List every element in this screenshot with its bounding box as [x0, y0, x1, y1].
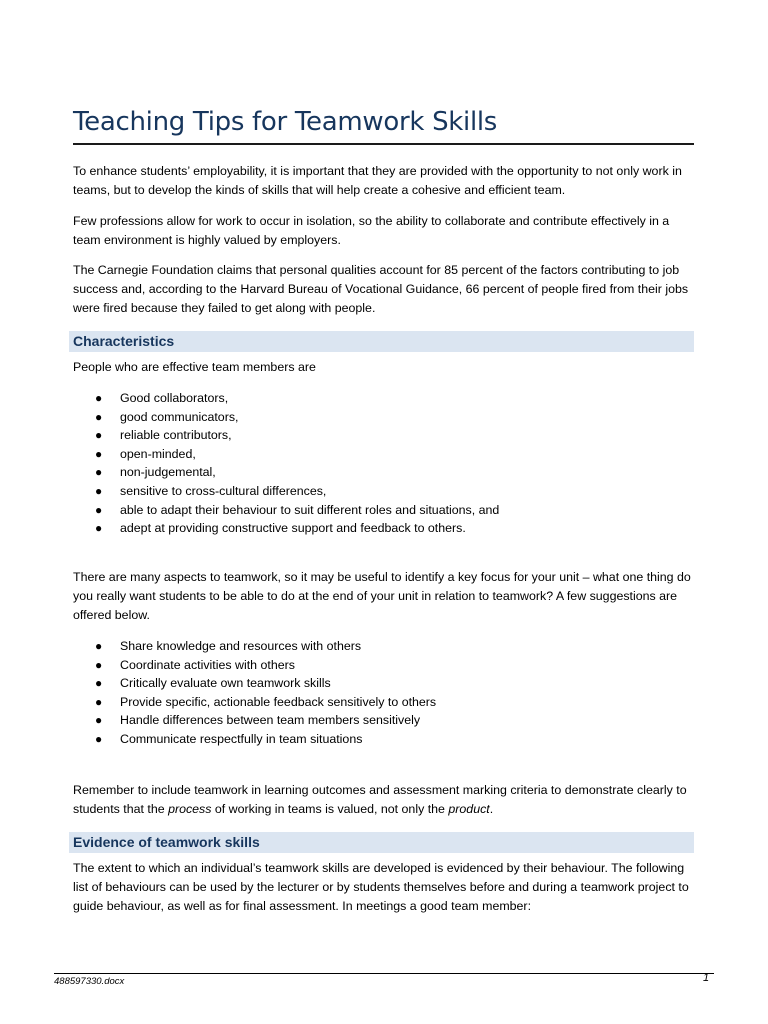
list-item-text: adept at providing constructive support and feedback to others.	[120, 521, 466, 536]
remember-emphasis-process: process	[168, 802, 212, 816]
page-title: Teaching Tips for Teamwork Skills	[73, 107, 498, 137]
section-heading-characteristics: Characteristics	[69, 331, 694, 352]
list-item-text: open-minded,	[120, 446, 196, 461]
bullet-icon: ●	[95, 639, 103, 653]
list-item	[93, 389, 693, 408]
list-item	[93, 711, 693, 730]
remember-emphasis-product: product	[448, 802, 490, 816]
bullet-icon: ●	[95, 731, 103, 746]
list-item-text: reliable contributors,	[120, 428, 232, 443]
remember-text-start: Remember to include teamwork in learning outcomes and assessment marking criteria to demonstrate clearly to students that the	[73, 783, 687, 816]
bullet-icon: ●	[95, 465, 103, 480]
footer-divider	[54, 973, 714, 974]
intro-paragraph-3: The Carnegie Foundation claims that personal qualities account for 85 percent of the factors contributing to job success and, according to the Harvard Bureau of Vocational Guidance, 66 percent of people fired from their jobs were fired because they failed to get along with people.	[73, 263, 689, 315]
list-item-text: Provide specific, actionable feedback sensitively to others	[120, 694, 437, 709]
remember-text-end: .	[489, 802, 494, 816]
title-underline	[73, 143, 694, 145]
bullet-icon: ●	[95, 713, 103, 728]
bullet-icon: ●	[95, 521, 103, 536]
list-item	[93, 656, 693, 675]
evidence-paragraph: The extent to which an individual’s teamwork skills are developed is evidenced by their behaviour. The following list of behaviours can be used by the lecturer or by students themselves before and during a teamwork project to guide behaviour, as well as for final assessment. In meetings a good team member:	[73, 861, 689, 913]
suggestions-list	[93, 637, 693, 749]
list-item-text: Communicate respectfully in team situations	[120, 731, 363, 746]
list-item	[93, 693, 693, 712]
list-item	[93, 426, 693, 445]
remember-paragraph	[73, 781, 698, 819]
list-item-text: able to adapt their behaviour to suit different roles and situations, and	[120, 502, 500, 517]
bullet-icon: ●	[95, 409, 103, 424]
list-item	[93, 674, 693, 693]
characteristics-lead: People who are effective team members are	[73, 360, 316, 374]
list-item-text: Critically evaluate own teamwork skills	[120, 676, 331, 691]
bullet-icon: ●	[95, 657, 103, 672]
list-item-text: non-judgemental,	[120, 465, 216, 480]
bullet-icon: ●	[95, 694, 103, 709]
section-heading-evidence: Evidence of teamwork skills	[69, 832, 694, 853]
characteristics-list	[93, 389, 693, 538]
remember-text-middle: of working in teams is valued, not only the	[211, 802, 449, 816]
list-item	[93, 501, 693, 520]
list-item	[93, 482, 693, 501]
list-item-text: good communicators,	[120, 409, 239, 424]
list-item	[93, 519, 693, 538]
aspects-paragraph: There are many aspects to teamwork, so it may be useful to identify a key focus for your unit – what one thing do you really want students to be able to do at the end of your unit in relation to teamwork? A few suggestions are offered below.	[73, 570, 691, 622]
intro-paragraph-1: To enhance students’ employability, it is important that they are provided with the opportunity to not only work in teams, but to develop the kinds of skills that will help create a cohesive and efficient team.	[73, 164, 682, 197]
bullet-icon: ●	[95, 502, 103, 517]
footer-filename: 488597330.docx	[54, 976, 125, 987]
list-item-text: Share knowledge and resources with others	[120, 639, 362, 653]
bullet-icon: ●	[95, 483, 103, 498]
list-item	[93, 463, 693, 482]
list-item-text: Coordinate activities with others	[120, 657, 295, 672]
bullet-icon: ●	[95, 446, 103, 461]
bullet-icon: ●	[95, 391, 103, 405]
bullet-icon: ●	[95, 676, 103, 691]
page-number: 1	[703, 972, 710, 984]
list-item-text: Good collaborators,	[120, 391, 229, 405]
list-item	[93, 730, 693, 749]
list-item	[93, 637, 693, 656]
list-item-text: sensitive to cross-cultural differences,	[120, 483, 327, 498]
bullet-icon: ●	[95, 428, 103, 443]
intro-paragraph-2: Few professions allow for work to occur in isolation, so the ability to collaborate and contribute effectively in a team environment is highly valued by employers.	[73, 214, 670, 247]
list-item-text: Handle differences between team members sensitively	[120, 713, 421, 728]
list-item	[93, 445, 693, 464]
list-item	[93, 408, 693, 427]
